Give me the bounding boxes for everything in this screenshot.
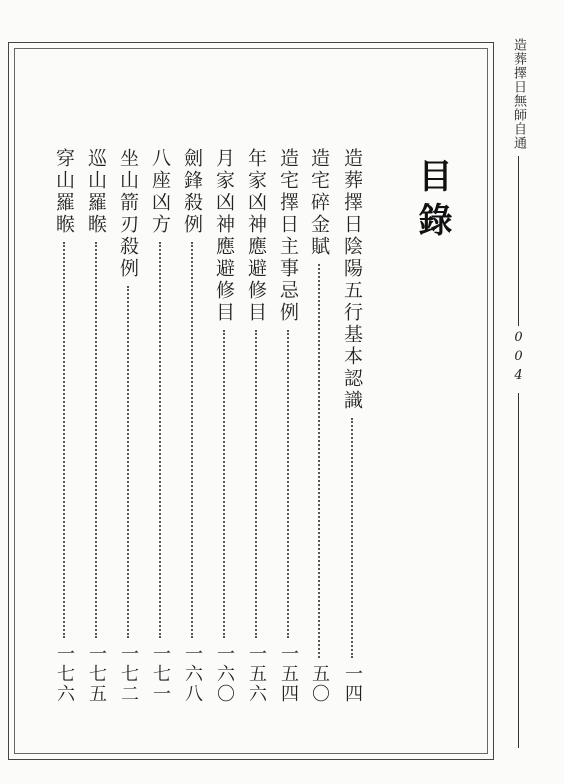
toc-entry-title: 劍鋒殺例: [181, 148, 203, 236]
toc-entry-leader-dots: [159, 242, 161, 638]
book-title: 造葬擇日無師自通: [511, 38, 526, 150]
toc-entry-title: 穿山羅睺: [53, 148, 75, 236]
toc-entry-page: 一五六: [246, 644, 267, 704]
toc-entry-title: 造葬擇日陰陽五行基本認識: [341, 148, 363, 412]
toc-entry: [340, 148, 364, 704]
toc-entry-title: 造宅擇日主事忌例: [277, 148, 299, 324]
toc-entry: [84, 148, 108, 704]
toc-entry: [180, 148, 204, 704]
toc-entry-page: 一七二: [118, 644, 139, 704]
toc-entry-title: 年家凶神應避修目: [245, 148, 267, 324]
toc-entry-leader-dots: [351, 418, 353, 658]
toc-entry: [212, 148, 236, 704]
toc-entry-leader-dots: [95, 242, 97, 638]
toc-entry: [276, 148, 300, 704]
toc-entry-page: 五〇: [309, 664, 330, 704]
toc-entry-title: 八座凶方: [149, 148, 171, 236]
toc-entry-leader-dots: [127, 286, 129, 638]
toc-entry: [116, 148, 140, 704]
toc-entry-title: 月家凶神應避修目: [213, 148, 235, 324]
toc-entry-leader-dots: [255, 330, 257, 638]
toc-entry-page: 一五四: [278, 644, 299, 704]
toc-entry: [307, 148, 331, 704]
toc-entry-page: 一七一: [150, 644, 171, 704]
margin-rule: [518, 156, 519, 326]
toc-entry-leader-dots: [63, 242, 65, 638]
toc-entry-leader-dots: [287, 330, 289, 638]
toc-entry-page: 一七六: [54, 644, 75, 704]
toc-entry-leader-dots: [318, 264, 320, 658]
toc-entry: [148, 148, 172, 704]
toc-entry-title: 坐山箭刃殺例: [117, 148, 139, 280]
margin-rule: [518, 393, 519, 748]
toc-title: 目錄: [412, 158, 452, 246]
toc-entry: [52, 148, 76, 704]
toc-entry-page: 一四: [342, 664, 363, 704]
side-margin: [506, 38, 530, 748]
page-number: 004: [511, 330, 526, 387]
toc-entry-leader-dots: [191, 242, 193, 638]
toc-entry: [244, 148, 268, 704]
toc-entry-title: 巡山羅睺: [85, 148, 107, 236]
toc-entry-leader-dots: [223, 330, 225, 638]
toc-entry-page: 一六八: [182, 644, 203, 704]
toc-entry-title: 造宅碎金賦: [308, 148, 330, 258]
toc-entry-page: 一六〇: [214, 644, 235, 704]
toc-entry-page: 一七五: [86, 644, 107, 704]
